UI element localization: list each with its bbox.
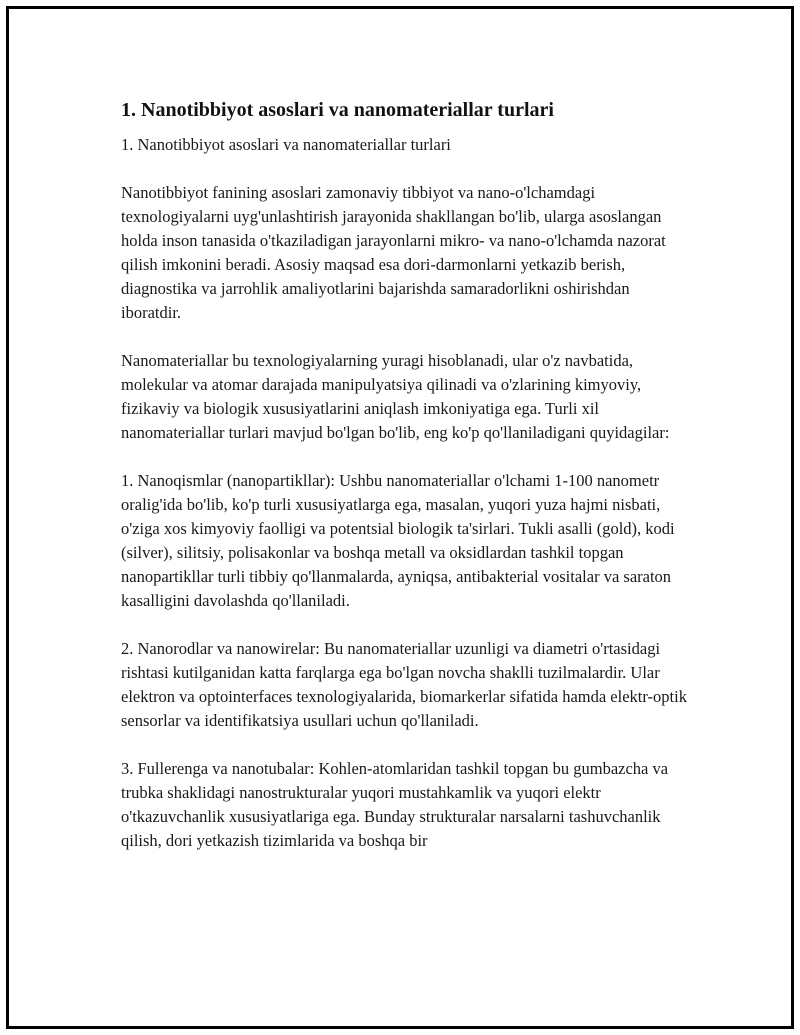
paragraph-intro: Nanotibbiyot fanining asoslari zamonaviy tibbiyot va nano-o'lchamdagi texnologiyalarni uyg'unlashtirish jarayonida shakllangan bo'lib, ularga asoslangan holda inson tanasida o'tkaziladigan jarayonlarni mikro- va nano-o'lchamda nazorat qilish imkonini beradi. Asosiy maqsad esa dori-darmonlarni yetkazib berish, diagnostika va jarrohlik amaliyotlarini bajarishda samaradorlikni oshirishdan iboratdir. <box>121 183 666 322</box>
document-body <box>121 97 691 877</box>
page-frame <box>6 6 794 1029</box>
paragraph-nanomaterials: Nanomateriallar bu texnologiyalarning yuragi hisoblanadi, ular o'z navbatida, molekular va atomar darajada manipulyatsiya qilinadi va o'zlarining kimyoviy, fizikaviy va biologik xususiyatlarini aniqlash imkoniyatiga ega. Turli xil nanomateriallar turlari mavjud bo'lgan bo'lib, eng ko'p qo'llaniladigani quyidagilar: <box>121 351 670 442</box>
document-title: 1. Nanotibbiyot asoslari va nanomateriallar turlari <box>121 99 554 121</box>
paragraph-nanorods: 2. Nanorodlar va nanowirelar: Bu nanomateriallar uzunligi va diametri o'rtasidagi rishtasi kutilganidan katta farqlarga ega bo'lgan novcha shaklli tuzilmalardir. Ular elektron va optointerfaces texnologiyalarida, biomarkerlar sifatida hamda elektr-optik sensorlar va identifikatsiya usullari uchun qo'llaniladi. <box>121 639 687 730</box>
document-subtitle: 1. Nanotibbiyot asoslari va nanomateriallar turlari <box>121 135 451 154</box>
paragraph-nanoparticles: 1. Nanoqismlar (nanopartikllar): Ushbu nanomateriallar o'lchami 1-100 nanometr oralig'ida bo'lib, ko'p turli xususiyatlarga ega, masalan, yuqori yuza hajmi nisbati, o'ziga xos kimyoviy faolligi va potentsial biologik ta'sirlari. Tukli asalli (gold), kodi (silver), silitsiy, polisakonlar va boshqa metall va oksidlardan tashkil topgan nanopartikllar turli tibbiy qo'llanmalarda, ayniqsa, antibakterial vositalar va saraton kasalligini davolashda qo'llaniladi. <box>121 471 675 610</box>
paragraph-fullerenes: 3. Fullerenga va nanotubalar: Kohlen-atomlaridan tashkil topgan bu gumbazcha va trubka shaklidagi nanostrukturalar yuqori mustahkamlik va yuqori elektr o'tkazuvchanlik xususiyatlariga ega. Bunday strukturalar narsalarni tashuvchanlik qilish, dori yetkazish tizimlarida va boshqa bir <box>121 759 669 850</box>
